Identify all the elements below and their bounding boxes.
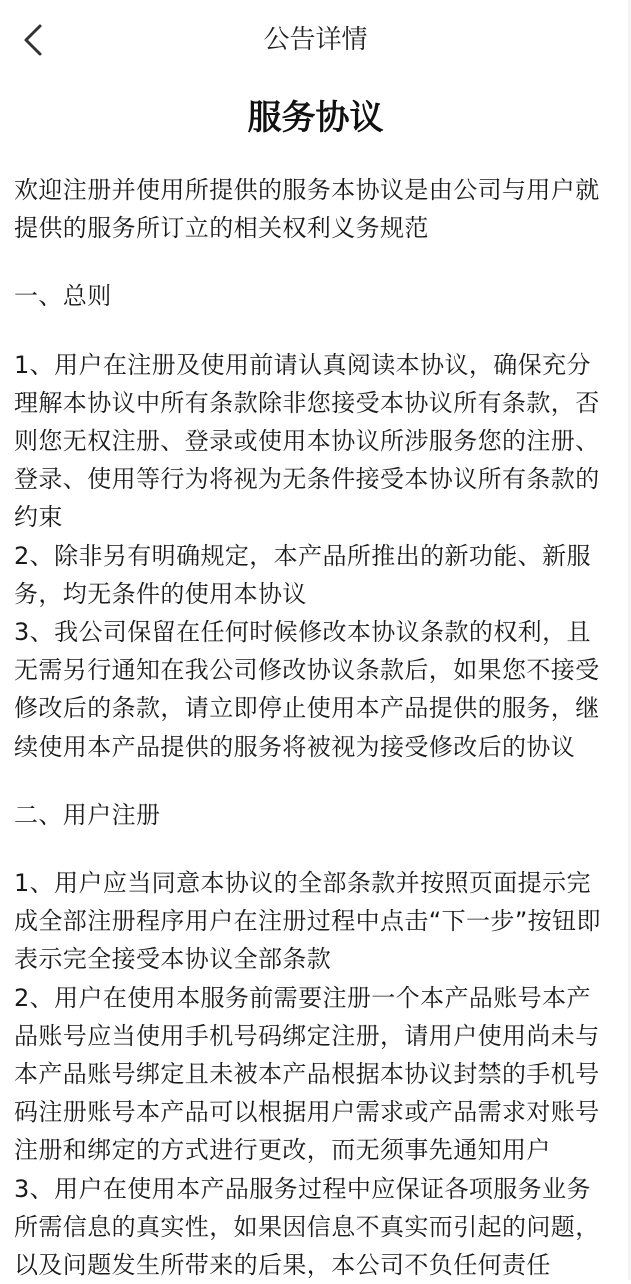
spacer <box>14 247 614 277</box>
top-navigation-bar <box>0 0 631 80</box>
list-item: 1、用户在注册及使用前请认真阅读本协议，确保充分理解本协议中所有条款除非您接受本协议所有条款，否则您无权注册、登录或使用本协议所涉服务您的注册、登录、使用等行为将视为无条件接受本协议所有条款的约束 <box>14 350 600 532</box>
document-title: 服务协议 <box>247 98 384 138</box>
spacer <box>14 834 614 864</box>
list-item: 3、我公司保留在任何时候修改本协议条款的权利，且无需另行通知在我公司修改协议条款后，如果您不接受修改后的条款，请立即停止使用本产品提供的服务，继续使用本产品提供的服务将被视为接受修改后的协议 <box>14 618 600 761</box>
list-item: 3、用户在使用本产品服务过程中应保证各项服务业务所需信息的真实性，如果因信息不真实而引起的问题，以及问题发生所带来的后果，本公司不负任何责任 <box>14 1174 600 1280</box>
section-heading-general: 一、总则 <box>14 282 112 311</box>
agreement-content <box>14 171 614 1284</box>
list-item: 2、除非另有明确规定，本产品所推出的新功能、新服务，均无条件的使用本协议 <box>14 541 591 608</box>
intro-paragraph: 欢迎注册并使用所提供的服务本协议是由公司与用户就提供的服务所订立的相关权利义务规范 <box>14 176 600 243</box>
section-heading-registration: 二、用户注册 <box>14 800 161 829</box>
page-title: 公告详情 <box>263 25 368 55</box>
spacer <box>14 766 614 796</box>
spacer <box>14 316 614 346</box>
list-item: 2、用户在使用本服务前需要注册一个本产品账号本产品账号应当使用手机号码绑定注册，请用户使用尚未与本产品账号绑定且未被本产品根据本协议封禁的手机号码注册账号本产品可以根据用户需求或产品需求对账号注册和绑定的方式进行更改，而无须事先通知用户 <box>14 983 600 1165</box>
list-item: 1、用户应当同意本协议的全部条款并按照页面提示完成全部注册程序用户在注册过程中点击“下一步”按钮即表示完全接受本协议全部条款 <box>14 869 601 974</box>
